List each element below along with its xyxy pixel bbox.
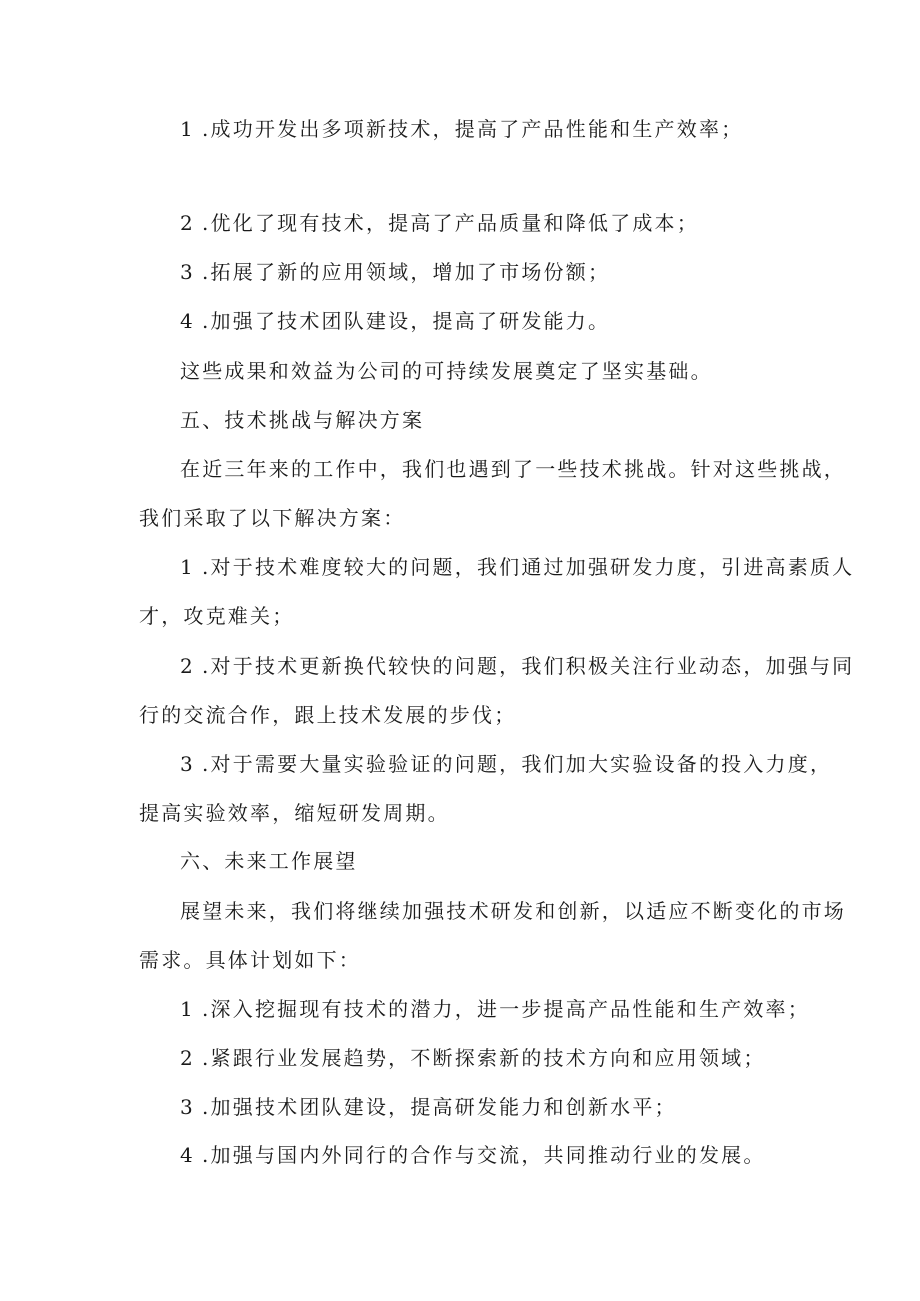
- list-item: [0, 1141, 920, 1169]
- list-item-continuation: 行的交流合作，跟上技术发展的步伐；: [139, 703, 517, 727]
- list-text: .拓展了新的应用领域，增加了市场份额；: [202, 260, 611, 284]
- list-text: .优化了现有技术，提高了产品质量和降低了成本；: [202, 211, 699, 235]
- list-item: [0, 652, 920, 680]
- summary-paragraph: 这些成果和效益为公司的可持续发展奠定了坚实基础。: [180, 359, 713, 383]
- list-number: 2: [180, 1046, 195, 1070]
- list-text: .成功开发出多项新技术，提高了产品性能和生产效率；: [202, 117, 744, 141]
- list-text: .加强技术团队建设，提高研发能力和创新水平；: [202, 1095, 677, 1119]
- list-text: .对于技术更新换代较快的问题，我们积极关注行业动态，加强与同: [202, 654, 855, 678]
- list-text: .对于技术难度较大的问题，我们通过加强研发力度，引进高素质人: [202, 555, 855, 579]
- list-number: 4: [180, 1143, 195, 1167]
- list-item: [0, 258, 920, 286]
- list-number: 3: [180, 260, 195, 284]
- list-number: 4: [180, 309, 195, 333]
- list-text: .深入挖掘现有技术的潜力，进一步提高产品性能和生产效率；: [202, 997, 810, 1021]
- section-heading: 五、技术挑战与解决方案: [180, 408, 425, 432]
- list-item-continuation: 提高实验效率，缩短研发周期。: [139, 801, 450, 825]
- list-item: [0, 553, 920, 581]
- list-item: [0, 1093, 920, 1121]
- list-number: 1: [180, 555, 195, 579]
- paragraph-line: 在近三年来的工作中，我们也遇到了一些技术挑战。针对这些挑战，: [180, 457, 846, 481]
- paragraph-line: 需求。具体计划如下：: [139, 948, 361, 972]
- list-item: [0, 995, 920, 1023]
- list-text: .加强与国内外同行的合作与交流，共同推动行业的发展。: [202, 1143, 766, 1167]
- paragraph-line: 我们采取了以下解决方案：: [139, 506, 406, 530]
- list-number: 2: [180, 654, 195, 678]
- list-item-continuation: 才，攻克难关；: [139, 604, 295, 628]
- list-number: 1: [180, 117, 195, 141]
- list-text: .紧跟行业发展趋势，不断探索新的技术方向和应用领域；: [202, 1046, 766, 1070]
- list-number: 3: [180, 1095, 195, 1119]
- list-item: [0, 1044, 920, 1072]
- section-heading: 六、未来工作展望: [180, 849, 358, 873]
- list-item: [0, 209, 920, 237]
- list-item: [0, 307, 920, 335]
- list-text: .加强了技术团队建设，提高了研发能力。: [202, 309, 611, 333]
- list-number: 3: [180, 752, 195, 776]
- list-number: 2: [180, 211, 195, 235]
- list-item: [0, 115, 920, 143]
- paragraph-line: 展望未来，我们将继续加强技术研发和创新，以适应不断变化的市场: [180, 899, 846, 923]
- list-item: [0, 750, 920, 778]
- list-text: .对于需要大量实验验证的问题，我们加大实验设备的投入力度，: [202, 752, 833, 776]
- list-number: 1: [180, 997, 195, 1021]
